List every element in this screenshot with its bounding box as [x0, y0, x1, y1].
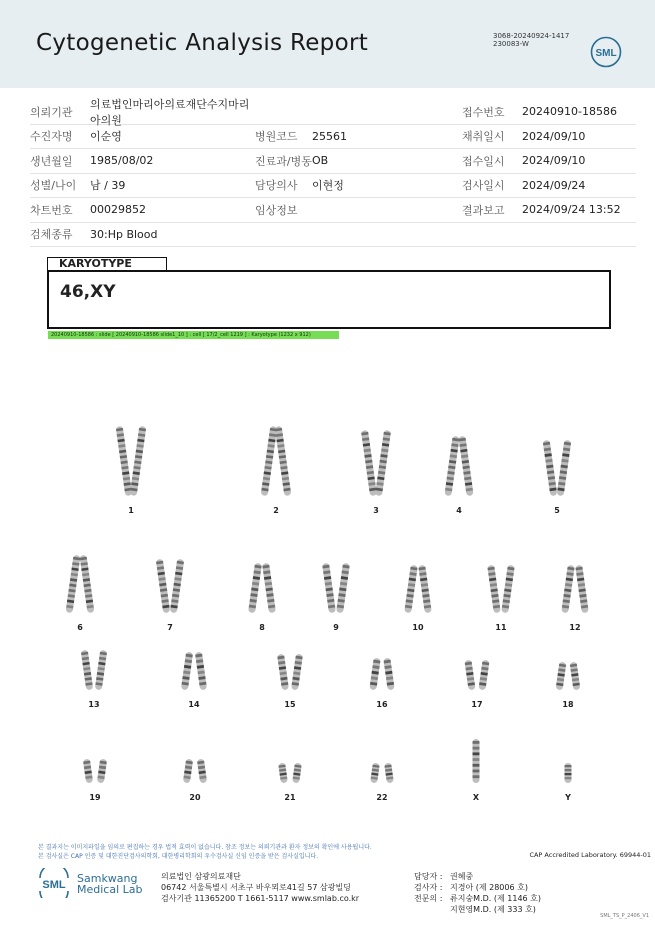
karyotype-image-caption: 20240910-18586 : slide [ 20240910-18586 slide1_10 ] : cell [ 17/2_cell 1219 ] : Karyotype (1232 x 912) — [48, 331, 339, 339]
chromosome-label: 13 — [88, 700, 100, 709]
lab-name — [77, 873, 143, 895]
chromosome-label: 2 — [273, 506, 279, 515]
chromosome-label: 16 — [376, 700, 388, 709]
lab-address — [161, 871, 359, 904]
chromosome-label: 5 — [554, 506, 560, 515]
lab-name-line2: Medical Lab — [77, 883, 143, 896]
info-label: 담당의사 — [255, 179, 298, 193]
chromosome-label: Y — [565, 793, 571, 802]
lab-address-line2: 06742 서울특별시 서초구 바우뫼로41길 57 삼광빌딩 — [161, 883, 351, 892]
staff-row — [414, 893, 542, 904]
info-value: 2024/09/24 — [522, 178, 586, 192]
chromosome-label: 22 — [376, 793, 388, 802]
sml-logo-icon — [590, 36, 622, 68]
staff-name: 지현영M.D. (제 333 호) — [450, 905, 536, 914]
staff-role: 전문의 : — [414, 894, 443, 903]
chromosome-label: 6 — [77, 623, 83, 632]
info-value: 20240910-18586 — [522, 105, 617, 119]
chromosome-label: 3 — [373, 506, 379, 515]
lab-name-line1: Samkwang — [77, 872, 138, 885]
chromosome-label: 18 — [562, 700, 574, 709]
info-value: 2024/09/24 13:52 — [522, 203, 621, 217]
svg-text:SML: SML — [42, 879, 66, 891]
info-row — [30, 125, 636, 150]
chromosome-pair — [181, 652, 207, 691]
info-row — [30, 198, 636, 223]
chromosome-pair — [248, 563, 276, 613]
chromosome-pair — [444, 436, 473, 496]
staff-row — [414, 904, 536, 915]
chromosome-label: 7 — [167, 623, 173, 632]
chromosome-pair — [473, 739, 480, 783]
info-value: 이순영 — [90, 130, 122, 144]
chromosome-pair — [65, 555, 94, 613]
staff-name: 류지숭M.D. (제 1146 호) — [450, 894, 542, 903]
staff-name: 지경아 (제 28006 호) — [450, 883, 528, 892]
chromosome-label: 20 — [189, 793, 201, 802]
chromosome-label: 9 — [333, 623, 339, 632]
info-row — [30, 223, 636, 248]
chromosome-label: 21 — [284, 793, 296, 802]
chromosome-pair — [464, 660, 489, 691]
info-label: 임상정보 — [255, 203, 298, 217]
chromosome-label: 1 — [128, 506, 134, 515]
sml-footer-logo-icon — [36, 868, 72, 898]
info-label: 결과보고 — [462, 203, 505, 217]
karyotype-result: 46,XY — [60, 282, 116, 302]
karyotype-tab-label: KARYOTYPE — [47, 257, 167, 270]
report-code-line2: 230083-W — [493, 40, 529, 48]
chromosome-pair — [83, 759, 107, 784]
chromosome-pair — [370, 763, 394, 784]
info-row — [30, 149, 636, 174]
svg-text:SML: SML — [595, 48, 617, 59]
chromosome-pair — [404, 565, 432, 614]
info-label: 성별/나이 — [30, 179, 77, 193]
chromosome-pair — [183, 759, 207, 784]
info-label: 검사일시 — [462, 179, 505, 193]
karyogram-svg — [0, 340, 655, 840]
info-label: 차트번호 — [30, 203, 73, 217]
chromosome-pair — [561, 565, 589, 614]
chromosome-pair — [261, 426, 292, 496]
staff-list — [414, 871, 542, 915]
patient-info-table — [30, 97, 636, 247]
report-header — [0, 0, 655, 88]
info-value: 2024/09/10 — [522, 129, 586, 143]
karyogram-image — [0, 340, 655, 840]
info-row — [30, 97, 636, 127]
info-label: 접수번호 — [462, 105, 505, 119]
info-value: 30:Hp Blood — [90, 227, 158, 241]
chromosome-label: 12 — [569, 623, 581, 632]
info-label: 채취일시 — [462, 130, 505, 144]
chromosome-pair — [278, 763, 302, 784]
chromosome-label: 8 — [259, 623, 265, 632]
cap-accreditation: CAP Accredited Laboratory. 69944-01 — [529, 851, 651, 859]
chromosome-pair — [277, 654, 303, 691]
chromosome-pair — [116, 426, 147, 496]
staff-row — [414, 871, 474, 882]
chromosome-pair — [322, 563, 350, 613]
info-label: 생년월일 — [30, 154, 73, 168]
staff-role: 담당자 : — [414, 872, 443, 881]
footer-note-2: 본 검사실은 CAP 인증 및 대한진단검사의학회, 대한병리학회의 우수검사실 신임 인증을 받은 검사실입니다. — [38, 853, 319, 860]
document-code: SML_TS_P_2406_V1 — [600, 913, 649, 919]
chromosome-pair — [565, 763, 572, 783]
lab-address-line3: 검사기관 11365200 T 1661-5117 www.smlab.co.kr — [161, 894, 360, 903]
info-label: 접수일시 — [462, 154, 505, 168]
staff-name: 권혜중 — [450, 872, 474, 881]
report-code — [493, 32, 569, 48]
info-value: OB — [312, 154, 329, 168]
chromosome-pair — [543, 440, 572, 496]
report-title: Cytogenetic Analysis Report — [36, 30, 369, 56]
info-value: 1985/08/02 — [90, 154, 154, 168]
info-label: 병원코드 — [255, 130, 298, 144]
footer-note-1: 본 결과지는 이미지파일을 임의로 편집하는 경우 법적 효력이 없습니다. 참조 정보는 의뢰기관과 환자 정보의 확인에 사용됩니다. — [38, 844, 372, 851]
info-label: 수진자명 — [30, 130, 73, 144]
chromosome-label: 19 — [89, 793, 101, 802]
chromosome-label: 11 — [495, 623, 507, 632]
info-value: 이현정 — [312, 179, 344, 193]
chromosome-pair — [156, 559, 184, 613]
chromosome-label: 10 — [412, 623, 424, 632]
report-code-line1: 3068-20240924-1417 — [493, 32, 570, 40]
chromosome-label: X — [472, 793, 480, 802]
info-value: 의료법인마리아의료재단수지마리아의원 — [90, 97, 250, 127]
info-value: 2024/09/10 — [522, 154, 586, 168]
staff-role: 검사자 : — [414, 883, 443, 892]
chromosome-pair — [369, 658, 394, 691]
info-value: 25561 — [312, 129, 347, 143]
info-row — [30, 174, 636, 199]
chromosome-pair — [81, 650, 107, 691]
lab-address-line1: 의료법인 삼광의료재단 — [161, 872, 241, 881]
info-value: 00029852 — [90, 203, 146, 217]
chromosome-label: 14 — [188, 700, 200, 709]
chromosome-pair — [556, 662, 581, 691]
chromosome-pair — [487, 565, 515, 614]
info-label: 의뢰기관 — [30, 105, 73, 119]
chromosome-label: 4 — [456, 506, 462, 515]
info-label: 검체종류 — [30, 228, 73, 242]
staff-row — [414, 882, 528, 893]
chromosome-pair — [361, 430, 391, 496]
chromosome-label: 15 — [284, 700, 296, 709]
info-label: 진료과/병동 — [255, 154, 312, 168]
info-value: 남 / 39 — [90, 179, 126, 193]
chromosome-label: 17 — [471, 700, 483, 709]
karyotype-result-box — [47, 270, 611, 329]
